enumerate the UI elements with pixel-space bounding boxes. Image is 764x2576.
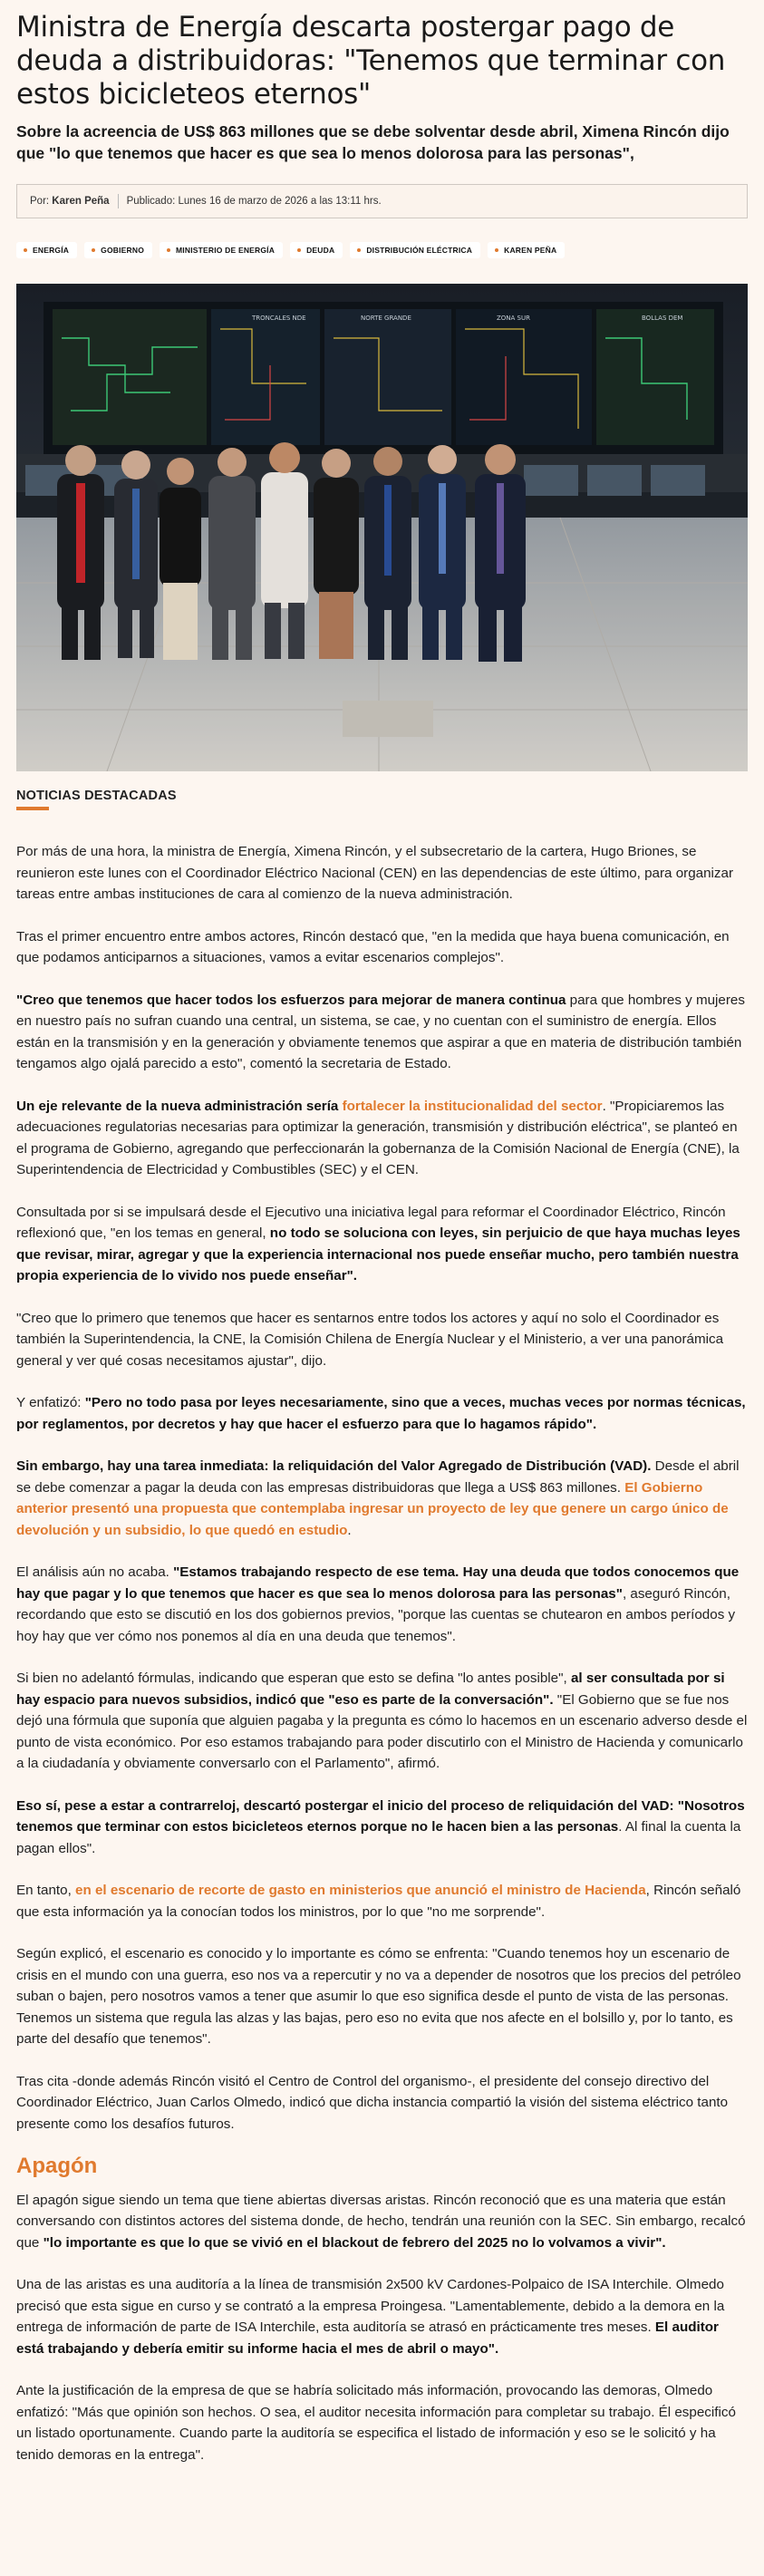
paragraph: El apagón sigue siendo un tema que tiene abiertas diversas aristas. Rincón reconoció que es una materia que están conversando con distintos actores del sistema donde, de hecho, tendrán una reunión con la SEC. Sin embargo, recalcó que "lo importante es que lo que se vivió en el blackout de febrero del 2025 no lo volvamos a vivir". [16,2192,746,2251]
byline-divider [118,194,119,208]
bullet-icon [495,248,498,252]
author-name[interactable]: Karen Peña [52,196,110,207]
section-underline [16,807,49,810]
inline-link[interactable]: en el escenario de recorte de gasto en ministerios que anunció el ministro de Hacienda [75,1883,646,1898]
bullet-icon [357,248,361,252]
section-label: NOTICIAS DESTACADAS [16,789,177,803]
tag-item[interactable]: DEUDA [290,242,343,258]
article-photo [16,284,748,771]
tag-item[interactable]: ENERGÍA [16,242,77,258]
author-prefix: Por: [30,196,50,207]
paragraph: Una de las aristas es una auditoría a la línea de transmisión 2x500 kV Cardones-Polpaico de ISA Interchile. Olmedo precisó que esta sigue en curso y se contrató a la empresa Proingesa. "Lamentablemente, debido a la demora en la entrega de información de parte de ISA Interchile, esta auditoría se atrasó en prácticamente tres meses. El auditor está trabajando y debería emitir su informe hacia el mes de abril o mayo". [16,2277,725,2357]
paragraph: Si bien no adelantó fórmulas, indicando que esperan que esto se defina "lo antes posible", al ser consultada por si hay espacio para nuevos subsidios, indicó que "eso es parte de la conversación". "El Gobierno que se fue nos dejó una fórmula que suponía que alguien pagaba y la pregunta es cómo lo hacemos en un escenario adverso desde el punto de vista económico. Por eso estamos trabajando para poder discutirlo con el Ministro de Hacienda y comunicarlo a la ciudadanía y obviamente conversarlo con el Parlamento", afirmó. [16,1671,748,1771]
section-heading: Apagón [16,2154,98,2178]
tag-item[interactable]: KAREN PEÑA [488,242,565,258]
svg-text:NORTE GRANDE: NORTE GRANDE [361,315,411,322]
paragraph: Eso sí, pese a estar a contrarreloj, descartó postergar el inicio del proceso de reliquidación del VAD: "Nosotros tenemos que terminar con estos bicicleteos eternos porque no le hacen bien a las personas. Al final la cuenta la pagan ellos". [16,1797,745,1856]
paragraph: "Creo que tenemos que hacer todos los esfuerzos para mejorar de manera continua para que hombres y mujeres en nuestro país no sufran cuando una central, un sistema, se cae, y no cuentan con el suministro de energía. Ellos están en la transmisión y en la generación y obviamente tenemos que aspirar a que en materia de distribución también tengamos algo ojalá parecido a esto", comentó la secretaria de Estado. [16,992,745,1071]
tag-item[interactable]: MINISTERIO DE ENERGÍA [160,242,283,258]
bullet-icon [297,248,301,252]
paragraph: Y enfatizó: "Pero no todo pasa por leyes necesariamente, sino que a veces, muchas veces por normas técnicas, por reglamentos, por decretos y hay que hacer el esfuerzo para que lo hagamos rápido". [16,1395,746,1432]
paragraph: Sin embargo, hay una tarea inmediata: la reliquidación del Valor Agregado de Distribución (VAD). Desde el abril se debe comenzar a pagar la deuda con las empresas distribuidoras que llega a US$ 863 millones. El Gobierno anterior presentó una propuesta que contemplaba ingresar un proyecto de ley que genere un cargo único de devolución y un subsidio, lo que quedó en estudio. [16,1458,740,1538]
paragraph: Tras el primer encuentro entre ambos actores, Rincón destacó que, "en la medida que haya buena comunicación, en que podamos anticiparnos a situaciones, vamos a evitar escenarios complejos". [16,928,730,965]
svg-text:BOLLAS DEM: BOLLAS DEM [642,315,683,322]
tag-item[interactable]: DISTRIBUCIÓN ELÉCTRICA [350,242,480,258]
paragraph: En tanto, en el escenario de recorte de gasto en ministerios que anunció el ministro de Hacienda, Rincón señaló que esta información ya la conocían todos los ministros, por lo que "no me sorprende". [16,1883,741,1920]
paragraph: Por más de una hora, la ministra de Energía, Ximena Rincón, y el subsecretario de la cartera, Hugo Briones, se reunieron este lunes con el Coordinador Eléctrico Nacional (CEN) en las dependencias de este último, para organizar tareas entre ambas instituciones de cara al comienzo de la nueva administración. [16,844,734,902]
paragraph: Ante la justificación de la empresa de que se habría solicitado más información, provocando las demoras, Olmedo enfatizó: "Más que opinión son hechos. O sea, el auditor necesita información para completar su trabajo. Él especificó un listado oportunamente. Cuando parte la auditoría se especifica el listado de información y eso se le solicitó y ha tenido demoras en la entrega". [16,2383,736,2463]
tag-item[interactable]: GOBIERNO [84,242,152,258]
bullet-icon [167,248,170,252]
published-date: Publicado: Lunes 16 de marzo de 2026 a las 13:11 hrs. [126,196,382,207]
paragraph: Según explicó, el escenario es conocido y lo importante es cómo se enfrenta: "Cuando tenemos hoy un escenario de crisis en el mundo con una guerra, eso nos va a repercutir y no va a depender de nosotros que los precios del petróleo suban o bajen, pero nosotros vamos a tener que asumir lo que eso significa desde el punto de vista de las personas. Tenemos un sistema que regula las alzas y las bajas, pero eso no evita que nos afecte en el bolsillo y, por lo tanto, es parte del desafío que tenemos". [16,1946,741,2047]
inline-link[interactable]: El Gobierno anterior presentó una propuesta que contemplaba ingresar un proyecto de ley que genere un cargo único de devolución y un subsidio, lo que quedó en estudio [16,1479,729,1538]
paragraph: "Creo que lo primero que tenemos que hacer es sentarnos entre todos los actores y aquí no solo el Coordinador es también la Superintendencia, la CNE, la Comisión Chilena de Energía Nuclear y el Ministerio, a ver una panorámica general y ver qué cosas necesitamos ajustar", dijo. [16,1310,724,1369]
paragraph: Un eje relevante de la nueva administración sería fortalecer la institucionalidad del sector. "Propiciaremos las adecuaciones regulatorias necesarias para optimizar la generación, transmisión y distribución eléctrica", se planteó en el programa de Gobierno, agregando que perfeccionarán la gobernanza de la Comisión Nacional de Energía (CNE), la Superintendencia de Electricidad y Combustibles (SEC) y el CEN. [16,1098,740,1177]
photo-illustration [16,284,748,771]
article-headline: Ministra de Energía descarta postergar pago de deuda a distribuidoras: "Tenemos que terminar con estos bicicleteos eternos" [16,11,726,111]
svg-text:ZONA SUR: ZONA SUR [497,315,530,322]
paragraph: Consultada por si se impulsará desde el Ejecutivo una iniciativa legal para reformar el Coordinador Eléctrico, Rincón reflexionó que, "en los temas en general, no todo se soluciona con leyes, sin perjuicio de que haya muchas leyes que revisar, mirar, agregar y que la experiencia internacional nos puede enseñar mucho, pero también nuestra propia experiencia de lo vivido nos puede enseñar". [16,1204,740,1283]
article-body [16,841,748,2465]
paragraph: El análisis aún no acaba. "Estamos trabajando respecto de ese tema. Hay una deuda que todos conocemos que hay que pagar y lo que tenemos que hacer es que sea lo menos dolorosa para las personas", aseguró Rincón, recordando que esto se discutió en los dos gobiernos previos, "porque las cuentas se chutearon en ambos períodos y hoy hay que ver cómo nos ponemos al día en una deuda que tenemos". [16,1564,740,1644]
svg-text:TRONCALES NDE: TRONCALES NDE [252,315,306,322]
bullet-icon [24,248,27,252]
tag-list [16,242,748,258]
inline-link[interactable]: fortalecer la institucionalidad del sector [342,1098,603,1114]
article-subtitle: Sobre la acreencia de US$ 863 millones que se debe solventar desde abril, Ximena Rincón dijo que "lo que tenemos que hacer es que sea lo menos dolorosa para las personas", [16,122,730,162]
paragraph: Tras cita -donde además Rincón visitó el Centro de Control del organismo-, el presidente del consejo directivo del Coordinador Eléctrico, Juan Carlos Olmedo, indicó que dicha instancia compartió la visión del sistema eléctrico tanto presente como los desafíos futuros. [16,2073,729,2132]
byline-box [16,184,748,218]
bullet-icon [92,248,95,252]
